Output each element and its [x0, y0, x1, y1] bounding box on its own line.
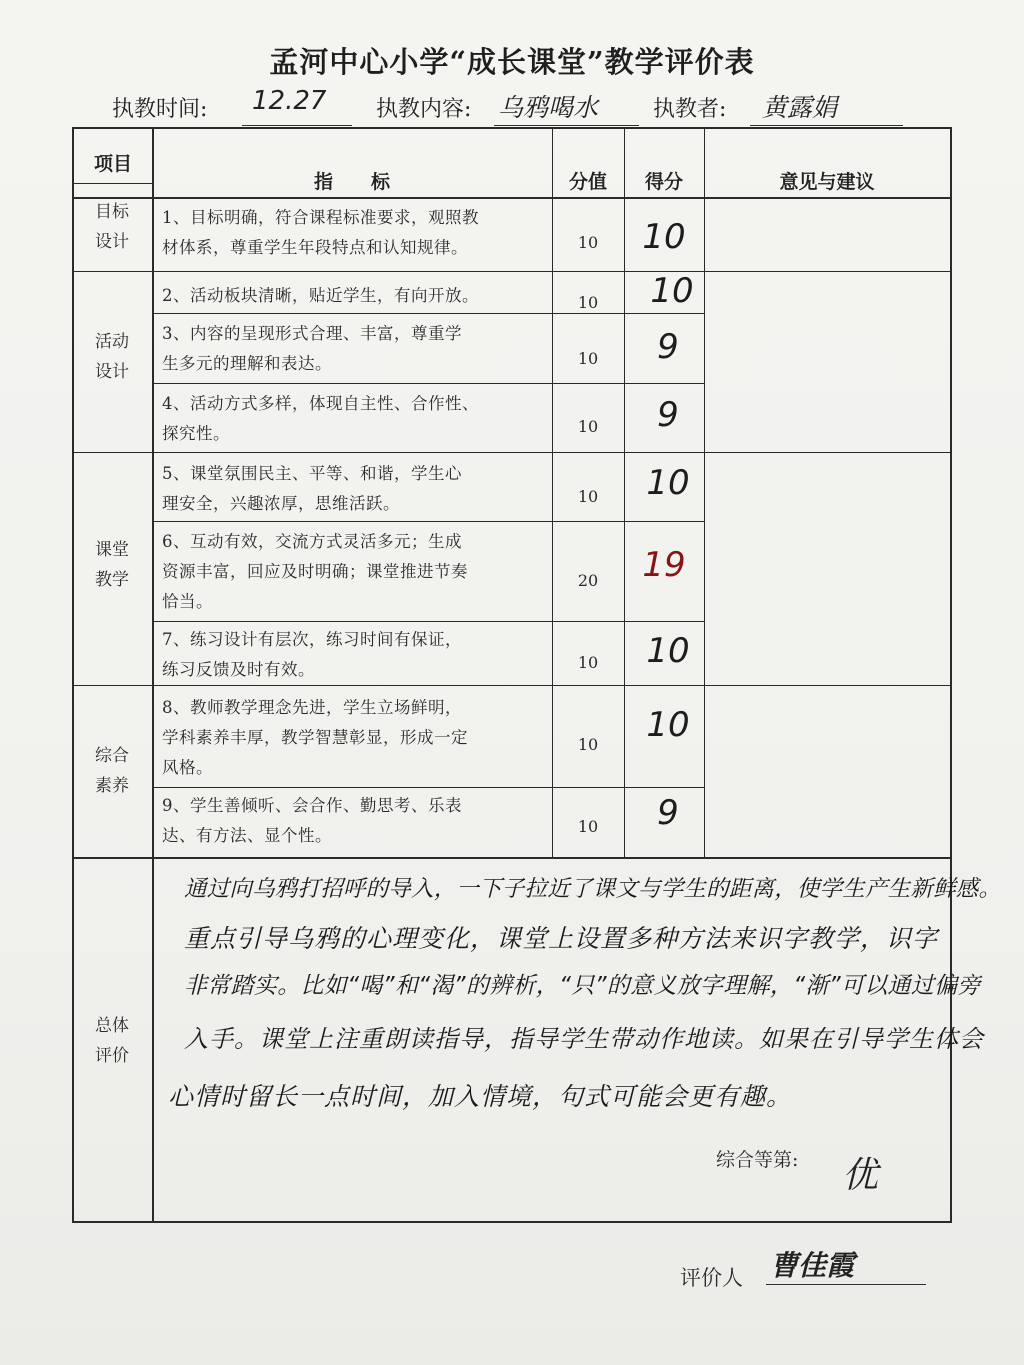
criterion-8: 8、教师教学理念先进，学生立场鲜明， 学科素养丰厚，教学智慧彰显，形成一定 风格。: [162, 698, 468, 777]
points-3: 10: [577, 349, 599, 368]
criterion-6: 6、互动有效，交流方式灵活多元；生成 资源丰富，回应及时明确；课堂推进节奏 恰当。: [162, 532, 468, 611]
header-points: 分值: [568, 171, 607, 193]
score-7: 10: [646, 631, 690, 671]
score-3: 9: [657, 327, 679, 367]
overall-grade-label: 综合等第:: [716, 1149, 799, 1171]
points-8: 10: [577, 735, 599, 754]
teacher-label: 执教者:: [653, 97, 727, 122]
criterion-3: 3、内容的呈现形式合理、丰富，尊重学 生多元的理解和表达。: [162, 324, 462, 373]
score-4: 9: [657, 395, 679, 435]
category-goal-design: 目标 设计: [95, 202, 129, 252]
category-overall-quality: 综合 素养: [95, 746, 129, 796]
header-comments: 意见与建议: [779, 171, 875, 193]
points-9: 10: [577, 817, 599, 836]
evaluator-underline: [766, 1284, 926, 1285]
category-activity-design: 活动 设计: [95, 332, 129, 382]
score-6: 19: [642, 545, 686, 585]
header-item: 项目: [93, 153, 132, 175]
criterion-7: 7、练习设计有层次，练习时间有保证， 练习反馈及时有效。: [162, 630, 462, 679]
criterion-4: 4、活动方式多样，体现自主性、合作性、 探究性。: [162, 394, 479, 443]
header-score: 得分: [644, 171, 683, 193]
teacher-underline: [750, 125, 903, 126]
points-1: 10: [577, 233, 599, 252]
teacher-name-handwritten: 黄露娟: [762, 93, 838, 122]
header-indicator: 指 标: [313, 171, 390, 193]
points-5: 10: [577, 487, 599, 506]
criterion-2: 2、活动板块清晰，贴近学生，有向开放。: [162, 286, 479, 305]
score-2: 10: [650, 271, 694, 311]
category-classroom-teaching: 课堂 教学: [95, 540, 129, 590]
points-6: 20: [577, 571, 599, 590]
criterion-5: 5、课堂氛围民主、平等、和谐，学生心 理安全，兴趣浓厚，思维活跃。: [162, 464, 462, 513]
points-2: 10: [577, 293, 599, 312]
teaching-time-value: 12.27: [252, 86, 327, 116]
criterion-9: 9、学生善倾听、会合作、勤思考、乐表 达、有方法、显个性。: [162, 796, 462, 845]
overall-grade-value: 优: [842, 1155, 879, 1196]
evaluator-signature: 曹佳霞: [770, 1249, 855, 1282]
teaching-time-underline: [242, 125, 352, 126]
teaching-content-underline: [494, 125, 639, 126]
form-title: 孟河中心小学“成长课堂”教学评价表: [269, 45, 755, 79]
teaching-content-value: 乌鸦喝水: [498, 93, 599, 122]
score-1: 10: [642, 217, 686, 257]
teaching-time-label: 执教时间:: [112, 97, 208, 122]
overall-evaluation-label: 总体 评价: [95, 1016, 129, 1066]
points-4: 10: [577, 417, 599, 436]
score-5: 10: [646, 463, 690, 503]
score-9: 9: [657, 793, 679, 833]
evaluation-table: 项目 指 标 分值 得分 意见与建议 目标 设计 活动 设计 课堂 教学 综合 素养 1、目标明确，符合课程标准要求，观照教 材体系，尊重学生年段特点和认知规律。 10 10 2、活动板块清晰，贴近学生，有向开放。 10 10 3、内容的呈现形式合理、丰富，尊重学 生多元的理解和表达。 10 9 4、活动方式多样，体现自主性、合作性、 探究性。 10 9 5、课堂氛围民主、平等、和谐，学生心 理安全，兴趣浓厚，思维活跃。 10 10 6、互动有效，交流方式灵活多元；生成 资源丰富，回应及时明确；课堂推进节奏 恰当。 20 19 7、练习设计有层次，练习时间有保证， 练习反馈及时有效。 10 10 8、教师教学理念先进，学生立场鲜明， 学科素养丰厚，教学智慧彰显，形成一定 风格。 10 10 9、学生善倾听、会合作、勤思考、乐表 达、有方法、显个性。 10 9 总体 评价 通过向乌鸦打招呼的导入，一下子拉近了课文与学生的距离，使学生产生新鲜感。 重点引导乌鸦的心理变化，课堂上设置多种方法来识字教学，识字 非常踏实。比如“喝”和“渴”的辨析，“只”的意义放字理解，“渐”可以通过偏旁 入手。课堂上注重朗读指导，指导学生带动作地读。如果在引导学生体会 心情时留长一点时间，加入情境，句式可能会更有趣。 综合等第: 优: [72, 127, 952, 1223]
score-8: 10: [646, 705, 690, 745]
criterion-1: 1、目标明确，符合课程标准要求，观照教 材体系，尊重学生年段特点和认知规律。: [162, 208, 479, 257]
teaching-content-label: 执教内容:: [376, 97, 472, 122]
evaluator-label: 评价人: [680, 1266, 743, 1290]
points-7: 10: [577, 653, 599, 672]
